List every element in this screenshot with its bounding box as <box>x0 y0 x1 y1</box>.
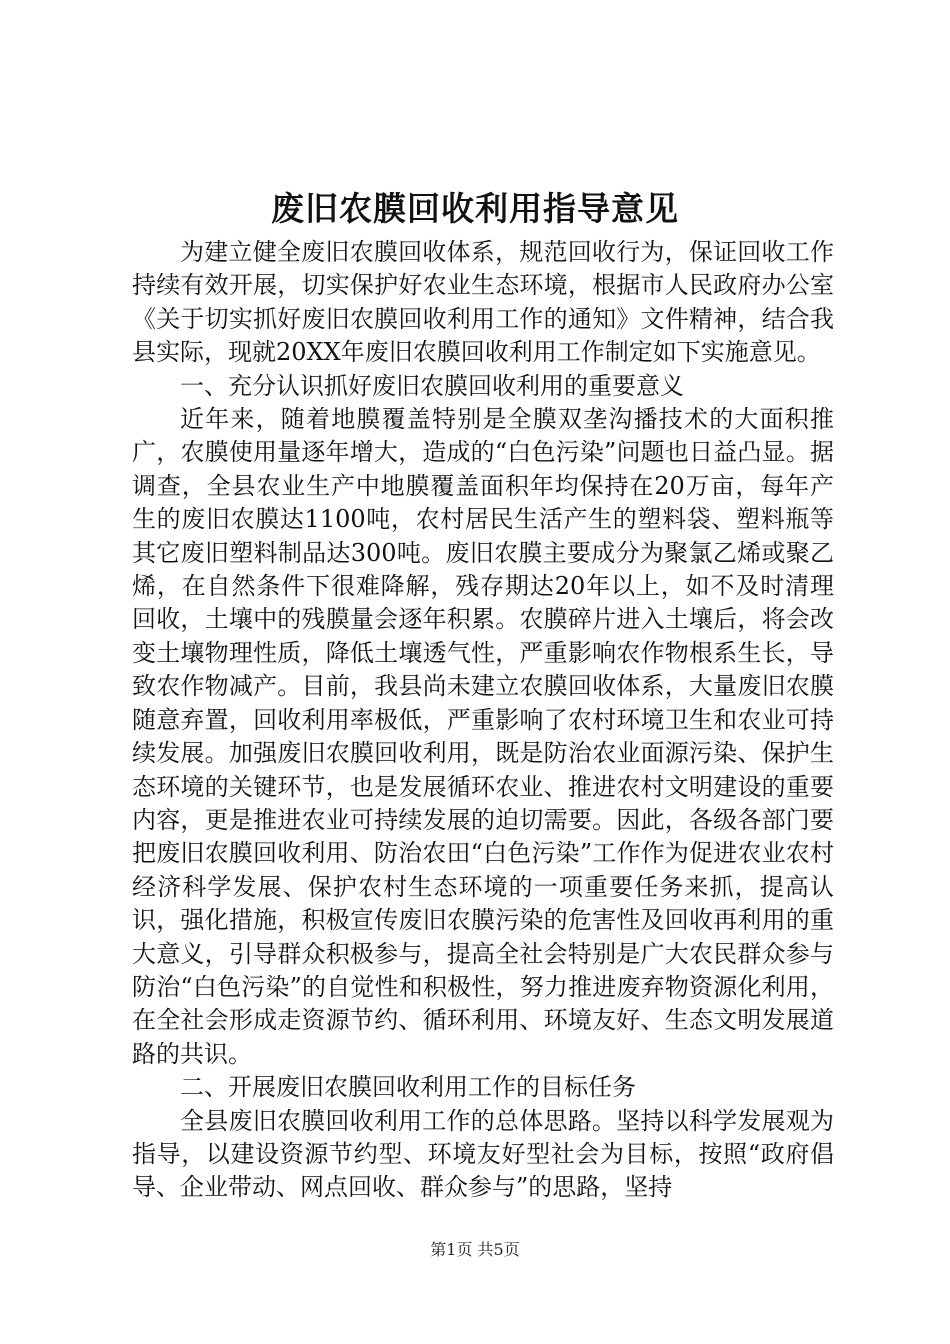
document-title: 废旧农膜回收利用指导意见 <box>271 189 679 228</box>
section-heading-2: 二、开展废旧农膜回收利用工作的目标任务 <box>180 1073 636 1102</box>
section-heading-1: 一、充分认识抓好废旧农膜回收利用的重要意义 <box>180 371 684 400</box>
paragraph-intro: 为建立健全废旧农膜回收体系，规范回收行为，保证回收工作持续有效开展，切实保护好农业生态环境，根据市人民政府办公室《关于切实抓好废旧农膜回收利用工作的通知》文件精神，结合我县实际，现就20XX年废旧农膜回收利用工作制定如下实施意见。 <box>132 238 834 367</box>
document-body <box>132 236 834 1205</box>
paragraph-overall-approach: 全县废旧农膜回收利用工作的总体思路。坚持以科学发展观为指导，以建设资源节约型、环境友好型社会为目标，按照“政府倡导、企业带动、网点回收、群众参与”的思路，坚持 <box>132 1106 834 1202</box>
paragraph-significance: 近年来，随着地膜覆盖特别是全膜双垄沟播技术的大面积推广，农膜使用量逐年增大，造成的“白色污染”问题也日益凸显。据调查，全县农业生产中地膜覆盖面积年均保持在20万亩，每年产生的废旧农膜达1100吨，农村居民生活产生的塑料袋、塑料瓶等其它废旧塑料制品达300吨。废旧农膜主要成分为聚氯乙烯或聚乙烯，在自然条件下很难降解，残存期达20年以上，如不及时清理回收，土壤中的残膜量会逐年积累。农膜碎片进入土壤后，将会改变土壤物理性质，降低土壤透气性，严重影响农作物根系生长，导致农作物减产。目前，我县尚未建立农膜回收体系，大量废旧农膜随意弃置，回收利用率极低，严重影响了农村环境卫生和农业可持续发展。加强废旧农膜回收利用，既是防治农业面源污染、保护生态环境的关键环节，也是发展循环农业、推进农村文明建设的重要内容，更是推进农业可持续发展的迫切需要。因此，各级各部门要把废旧农膜回收利用、防治农田“白色污染”工作作为促进农业农村经济科学发展、保护农村生态环境的一项重要任务来抓，提高认识，强化措施，积极宣传废旧农膜污染的危害性及回收再利用的重大意义，引导群众积极参与，提高全社会特别是广大农民群众参与防治“白色污染”的自觉性和积极性，努力推进废弃物资源化利用，在全社会形成走资源节约、循环利用、环境友好、生态文明发展道路的共识。 <box>132 405 834 1068</box>
page-number-footer: 第1页 共5页 <box>430 1240 520 1259</box>
